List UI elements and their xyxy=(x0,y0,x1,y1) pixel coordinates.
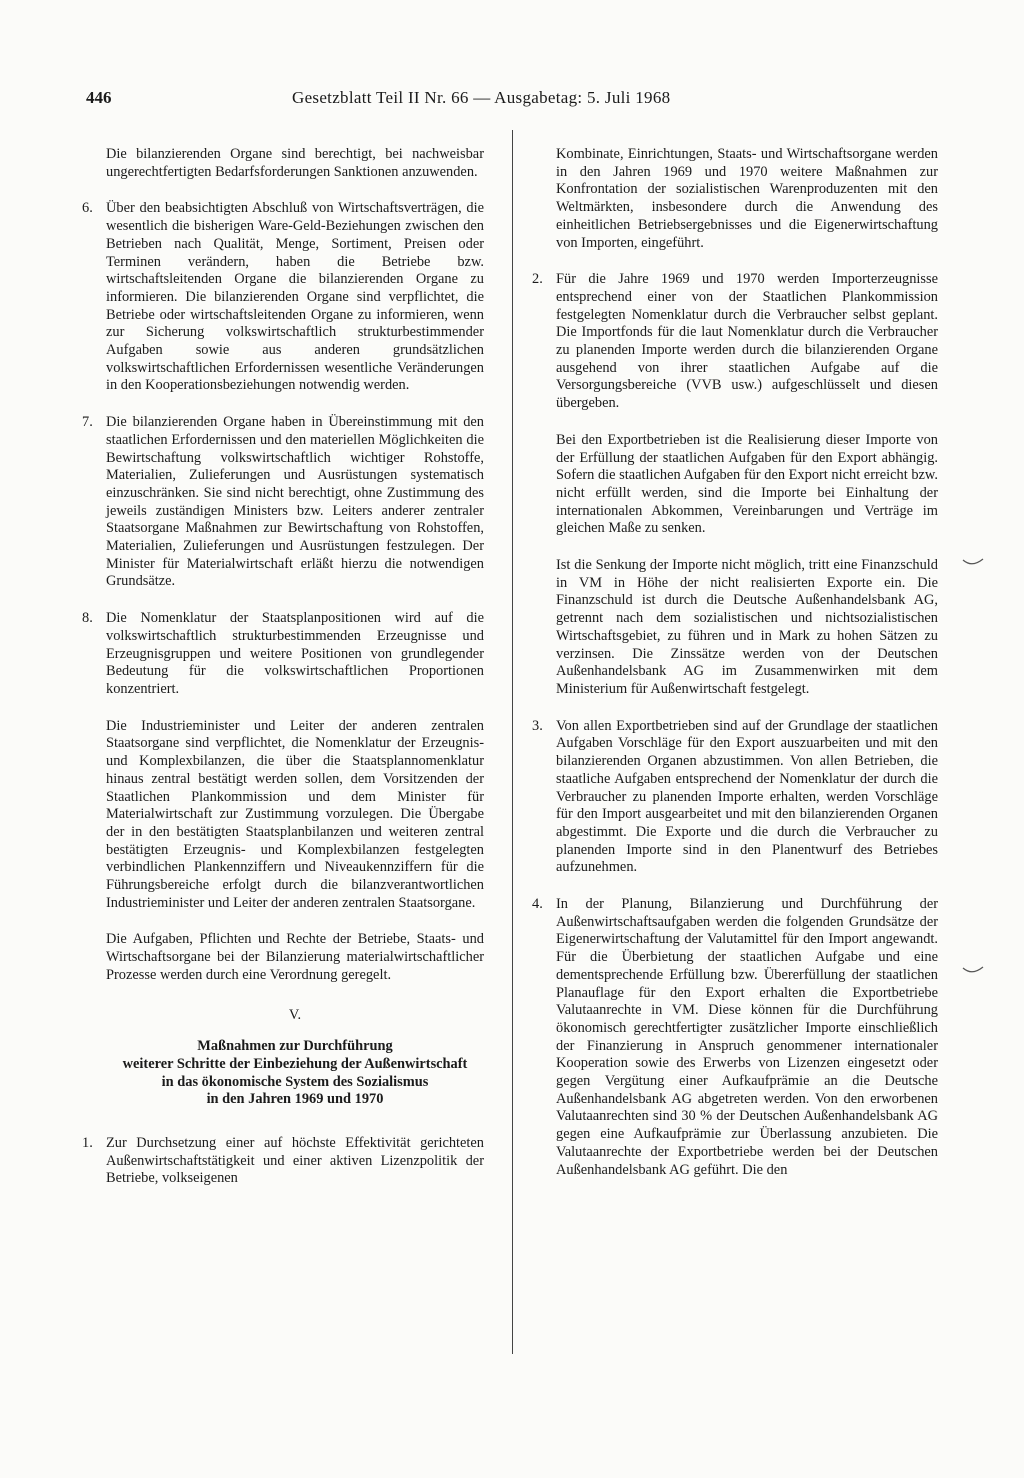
section-number: V. xyxy=(288,1006,302,1023)
item-text: Die Nomenklatur der Staatsplanpositionen wird auf die volkswirtschaftlich strukturbestimmenden Erzeugnisse und Erzeugnisgruppen und weitere Positionen von grundlegender Bedeutung für die volkswirtschaftlichen Proportionen konzentriert. xyxy=(106,610,484,697)
right-column xyxy=(532,146,938,1198)
section-heading xyxy=(106,1038,484,1109)
item-1 xyxy=(82,1135,484,1188)
running-title: Gesetzblatt Teil II Nr. 66 — Ausgabetag: 5. Juli 1968 xyxy=(292,88,671,107)
item-8 xyxy=(82,610,484,984)
section-heading-line: weiterer Schritte der Einbeziehung der Außenwirtschaft xyxy=(122,1055,468,1072)
item-number: 8. xyxy=(82,610,93,627)
item-7 xyxy=(82,414,484,591)
intro-paragraph: Die bilanzierenden Organe sind berechtigt, bei nachweisbar ungerechtfertigten Bedarfsforderungen Sanktionen anzuwenden. xyxy=(106,146,484,180)
item-text: Die Aufgaben, Pflichten und Rechte der Betriebe, Staats- und Wirtschaftsorgane bei der Bilanzierung materialwirtschaftlicher Prozesse werden durch eine Verordnung geregelt. xyxy=(106,931,484,983)
item-text: Über den beabsichtigten Abschluß von Wirtschaftsverträgen, die wesentlich die bisherigen Ware-Geld-Beziehungen zwischen den Betrieben nach Qualität, Menge, Sortiment, Preisen oder Terminen verändern, haben die Betriebe bzw. wirtschaftsleitenden Organe die bilanzierenden Organe zu informieren. Die bilanzierenden Organe sind verpflichtet, die Betriebe oder wirtschaftsleitenden Organe zu informieren, wenn zur Sicherung volkswirtschaftlich strukturbestimmender Aufgaben sowie aus anderen grundsätzlichen volkswirtschaftlichen Erfordernissen wesentliche Veränderungen in den Kooperationsbeziehungen notwendig werden. xyxy=(106,200,484,394)
left-column xyxy=(82,146,484,1207)
margin-mark xyxy=(962,558,984,568)
item-4 xyxy=(532,896,938,1179)
item-number: 6. xyxy=(82,200,93,217)
item-text: Von allen Exportbetrieben sind auf der Grundlage der staatlichen Aufgaben Vorschläge für den Export auszuarbeiten und mit den bilanzierenden Organen abzustimmen. Von allen Betrieben, die staatliche Aufgaben entsprechend der Nomenklatur der durch die Verbraucher zu planenden Importe erhalten, werden Vorschläge für den Import ausgearbeitet und mit den bilanzierenden Organen abgestimmt. Die Exporte und die durch die Verbraucher zu planenden Importe sind in den Planentwurf des Betriebes aufzunehmen. xyxy=(556,717,938,876)
section-heading-line: in das ökonomische System des Sozialismus xyxy=(161,1073,429,1090)
item-text: Zur Durchsetzung einer auf höchste Effektivität gerichteten Außenwirtschaftstätigkeit und einer aktiven Lizenzpolitik der Betriebe, volkseigenen xyxy=(106,1135,484,1187)
item-text: Ist die Senkung der Importe nicht möglich, tritt eine Finanzschuld in VM in Höhe der nicht realisierten Exporte ein. Die Finanzschuld ist durch die Deutsche Außenhandelsbank AG, getrennt nach dem sozialistischen und nichtsozialistischen Wirtschaftsgebiet, zu führen und in Mark zu hohen Sätzen zu verzinsen. Die Zinssätze werden von der Deutschen Außenhandelsbank AG im Zusammenwirken mit dem Ministerium für Außenwirtschaft festgelegt. xyxy=(556,557,938,697)
continuation-paragraph: Kombinate, Einrichtungen, Staats- und Wirtschaftsorgane werden in den Jahren 1969 und 1970 weitere Maßnahmen zur Konfrontation der sozialistischen Warenproduzenten mit den Weltmärkten, insbesondere durch die Anwendung des einheitlichen Betriebsergebnisses und die Eigenerwirtschaftung von Importen, eingeführt. xyxy=(556,146,938,251)
page-header xyxy=(86,88,946,112)
item-text: In der Planung, Bilanzierung und Durchführung der Außenwirtschaftsaufgaben werden die folgenden Grundsätze der Eigenerwirtschaftung der Valutamittel für den Import angewandt. Für die Überbietung der staatlichen Aufgabe und eine dementsprechende Erfüllung bzw. Übererfüllung der staatlichen Planauflage für den Export erhalten die Exportbetriebe Valutaanrechte in VM. Diese können für die Durchführung ökonomisch gerechtfertigter zusätzlicher Importe einschließlich der Finanzierung in Anspruch genommener internationaler Kooperation sowie des Erwerbs von Lizenzen eingesetzt oder gegen Vergütung einer Aufkaufprämie an die Deutsche Außenhandelsbank AG abgetreten werden. Von den erworbenen Valutaanrechten sind 30 % der Deutschen Außenhandelsbank AG gegen eine Aufkaufprämie zur Überlassung anzubieten. Die Valutaanrechte der Exportbetriebe werden bei der Deutschen Außenhandelsbank AG geführt. Die den xyxy=(556,896,938,1178)
item-number: 1. xyxy=(82,1135,93,1152)
item-6 xyxy=(82,200,484,395)
item-number: 7. xyxy=(82,414,93,431)
item-text: Für die Jahre 1969 und 1970 werden Importerzeugnisse entsprechend einer von der Staatlichen Plankommission festgelegten Nomenklatur durch die Verbraucher selbst geplant. Die Importfonds für die laut Nomenklatur durch die Verbraucher zu planenden Importe werden durch die bilanzierenden Organe ausgehend von ihrer staatlichen Aufgabe auf die Versorgungsbereiche (VVB usw.) aufgeschlüsselt und diesen übergeben. xyxy=(556,271,938,412)
item-text: Bei den Exportbetrieben ist die Realisierung dieser Importe von der Erfüllung der staatlichen Aufgaben für den Export abhängig. Sofern die staatlichen Aufgaben für den Export nicht erreicht bzw. nicht erfüllt werden, sind die Importe bei Einhaltung der internationalen Abkommen, Vereinbarungen und Verträge im gleichen Maße zu senken. xyxy=(556,431,938,537)
page-number: 446 xyxy=(86,88,112,107)
item-number: 3. xyxy=(532,717,543,734)
item-2 xyxy=(532,271,938,698)
item-number: 4. xyxy=(532,896,543,913)
section-heading-line: Maßnahmen zur Durchführung xyxy=(197,1038,393,1055)
item-3 xyxy=(532,717,938,877)
section-heading-line: in den Jahren 1969 und 1970 xyxy=(206,1091,384,1108)
margin-mark xyxy=(962,966,984,976)
item-text: Die bilanzierenden Organe haben in Übereinstimmung mit den staatlichen Erfordernissen und den materiellen Möglichkeiten die Bewirtschaftung volkswirtschaftlich wichtiger Rohstoffe, Materialien, Zulieferungen und Ausrüstungen systematisch einzuschränken. Sie sind nicht berechtigt, ohne Zustimmung des jeweils zuständigen Ministers bzw. Leiters anderer zentraler Staatsorgane Maßnahmen zur Bewirtschaftung von Rohstoffen, Materialien, Zulieferungen und Ausrüstungen festzulegen. Der Minister für Materialwirtschaft erläßt hierzu die notwendigen Grundsätze. xyxy=(106,414,484,590)
column-divider xyxy=(512,130,513,1354)
item-number: 2. xyxy=(532,271,543,288)
item-text: Die Industrieminister und Leiter der anderen zentralen Staatsorgane sind verpflichtet, die Nomenklatur der Erzeugnis- und Komplexbilanzen, die über die Staatsplannomenklatur hinaus zentral bestätigt werden sollen, dem Vorsitzenden der Staatlichen Plankommission und dem Minister für Materialwirtschaft zur Zustimmung vorzulegen. Die Übergabe der in den bestätigten Staatsplanbilanzen und weiteren zentral bestätigten Erzeugnis- und Komplexbilanzen festgelegten verbindlichen Plankennziffern und Niveaukennziffern für die Führungsbereiche erfolgt durch die bilanzverantwortlichen Industrieminister und Leiter der anderen zentralen Staatsorgane. xyxy=(106,717,484,911)
